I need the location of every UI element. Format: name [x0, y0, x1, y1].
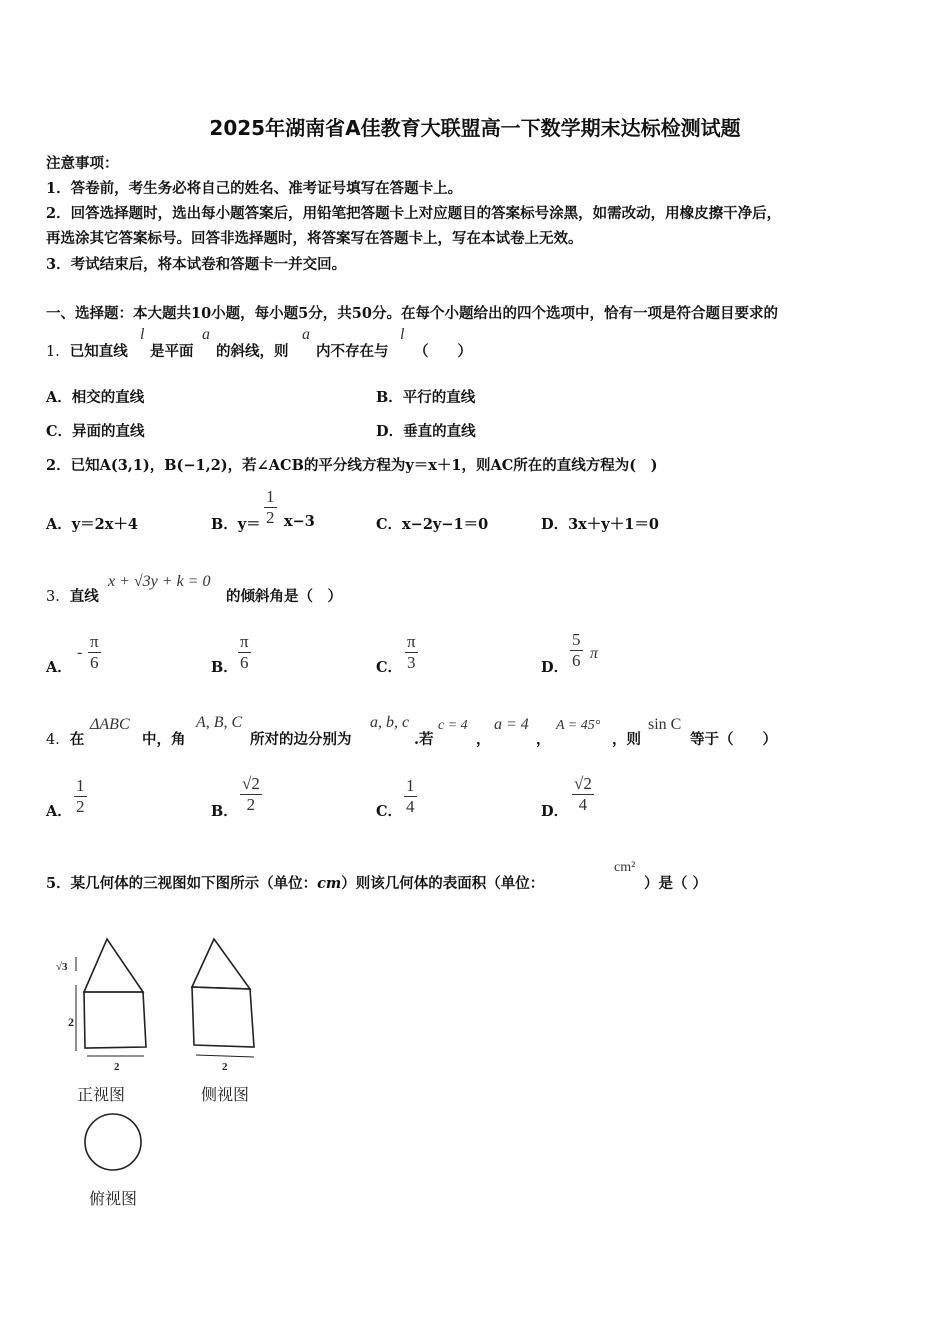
- q1-text-3: 的斜线，则: [216, 343, 289, 360]
- notes-heading: 注意事项：: [46, 155, 119, 172]
- q3-text-1: 直线: [69, 588, 99, 605]
- q4-option-c-fraction: [404, 776, 417, 817]
- notes-item-2: 2．回答选择题时，选出每小题答案后，用铅笔把答题卡上对应题目的答案标号涂黑，如需改动，用橡皮擦干净后，: [46, 205, 782, 222]
- q4-text-6: 等于（ ）: [690, 731, 777, 748]
- q3-a-num: π: [90, 632, 99, 651]
- q2-option-b-pre: B．y＝: [211, 516, 261, 533]
- q4-option-a-label: A．: [46, 803, 72, 820]
- q4-a-num: 1: [76, 776, 85, 795]
- q4-d-den: 4: [572, 794, 594, 815]
- q2-option-a: A．y＝2x＋4: [46, 516, 138, 533]
- q3-option-c-fraction: [405, 632, 418, 673]
- q4-triangle: ΔABC: [90, 716, 130, 733]
- q3-d-num: 5: [572, 630, 581, 649]
- q2-b-denominator: 2: [266, 508, 275, 527]
- top-view-circle: [85, 1114, 141, 1170]
- top-view-label: 俯视图: [89, 1189, 138, 1208]
- front-view-label: 正视图: [77, 1085, 126, 1104]
- three-view-figure: [40, 925, 280, 1215]
- q4-text-5: ，则: [612, 731, 641, 748]
- front-view-square: [84, 992, 146, 1048]
- q1-line-l-2: l: [400, 326, 405, 343]
- q4-sinc: sin C: [648, 716, 682, 733]
- q4-c-den: 4: [406, 797, 415, 816]
- front-view: [76, 939, 146, 1056]
- q3-option-a-fraction: [88, 632, 101, 673]
- q4-text-1: 在: [69, 731, 85, 748]
- q4-b-den: 2: [240, 794, 262, 815]
- q4-b-num: √2: [242, 774, 260, 793]
- side-view-triangle: [192, 939, 250, 989]
- q4-text-2: 中，角: [142, 731, 186, 748]
- question-5-stem: [46, 872, 544, 893]
- q2-option-b-post: x−3: [284, 513, 315, 530]
- q3-option-c-label: C．: [376, 659, 403, 676]
- q4-option-a-fraction: [74, 776, 87, 817]
- q1-option-d: D．垂直的直线: [376, 423, 476, 440]
- q4-number: 4．: [46, 732, 70, 748]
- q4-a-equals: a = 4: [494, 716, 529, 733]
- q4-option-c-label: C．: [376, 803, 403, 820]
- q4-comma-2: ，: [536, 731, 551, 748]
- q2-b-numerator: 1: [266, 487, 275, 506]
- q5-unit-cm2: cm²: [614, 860, 636, 875]
- q4-a-den: 2: [76, 797, 85, 816]
- q1-text-4: 内不存在与: [316, 343, 389, 360]
- q3-c-num: π: [407, 632, 416, 651]
- q3-equation: x + √3y + k = 0: [108, 573, 211, 590]
- q4-option-b-label: B．: [211, 803, 238, 820]
- section-heading: 一、选择题：本大题共10小题，每小题5分，共50分。在每个小题给出的四个选项中，恰有一项是符合题目要求的: [46, 305, 778, 322]
- q3-option-b-fraction: [238, 632, 251, 673]
- q3-option-d-fraction: [570, 630, 583, 671]
- front-view-triangle: [84, 939, 143, 992]
- q2-option-d: D．3x＋y＋1＝0: [541, 516, 659, 533]
- q5-text-1: 5．某几何体的三视图如下图所示（单位：: [46, 875, 318, 892]
- q1-line-l: l: [140, 326, 145, 343]
- q4-c-equals: c = 4: [438, 718, 468, 733]
- q4-sides: a, b, c: [370, 714, 410, 731]
- q4-option-b-fraction: [240, 774, 262, 815]
- q3-number: 3．: [46, 589, 70, 605]
- q4-option-d-label: D．: [541, 803, 569, 820]
- q4-text-3: 所对的边分别为: [250, 731, 352, 748]
- q1-option-c: C．异面的直线: [46, 423, 145, 440]
- q1-option-a: A．相交的直线: [46, 389, 145, 406]
- side-width-label: 2: [222, 1061, 228, 1073]
- q3-option-a-sign: -: [77, 644, 83, 661]
- q1-text-2: 是平面: [150, 343, 194, 360]
- q1-plane-a-2: a: [302, 326, 310, 343]
- front-sqrt3-label: √3: [56, 961, 68, 973]
- side-width-dimension: [196, 1055, 254, 1057]
- q4-angle-equals: A = 45°: [556, 718, 601, 733]
- side-view-label: 侧视图: [201, 1085, 250, 1104]
- question-4-stem: [46, 728, 84, 749]
- notes-item-1: 1．答卷前，考生务必将自己的姓名、准考证号填写在答题卡上。: [46, 180, 463, 197]
- q3-option-d-label: D．: [541, 659, 569, 676]
- q4-d-num: √2: [574, 774, 592, 793]
- side-view: [192, 939, 254, 1057]
- q1-text-1: 已知直线: [69, 343, 128, 360]
- q3-option-d-pi: π: [590, 645, 599, 662]
- q3-text-2: 的倾斜角是（ ）: [226, 588, 342, 605]
- q3-b-den: 6: [238, 652, 251, 673]
- q1-option-b: B．平行的直线: [376, 389, 476, 406]
- notes-item-2-cont: 再选涂其它答案标号。回答非选择题时，将答案写在答题卡上，写在本试卷上无效。: [46, 230, 583, 247]
- question-2-stem: 2．已知A(3,1)，B(−1,2)，若∠ACB的平分线方程为y＝x＋1，则AC所在的直线方程为( ): [46, 457, 658, 474]
- q5-text-3: ）是（ ）: [644, 875, 708, 892]
- q4-option-d-fraction: [572, 774, 594, 815]
- q3-c-den: 3: [405, 652, 418, 673]
- front-width-label: 2: [114, 1061, 120, 1073]
- question-1-stem: [46, 340, 128, 361]
- q3-option-a-label: A．: [46, 659, 72, 676]
- q4-c-num: 1: [406, 776, 415, 795]
- q4-text-4: .若: [414, 731, 434, 748]
- side-view-square: [192, 987, 254, 1047]
- q2-option-c: C．x−2y−1＝0: [376, 516, 489, 533]
- q2-option-b-fraction: [264, 487, 277, 528]
- q3-d-den: 6: [572, 651, 581, 670]
- q3-a-den: 6: [88, 652, 101, 673]
- q1-number: 1．: [46, 344, 70, 360]
- q4-angles: A, B, C: [196, 714, 243, 731]
- q4-comma-1: ，: [476, 731, 491, 748]
- q3-option-b-label: B．: [211, 659, 238, 676]
- front-height-label: 2: [68, 1015, 74, 1029]
- page-title: 2025年湖南省A佳教育大联盟高一下数学期末达标检测试题: [209, 116, 741, 140]
- q3-b-num: π: [240, 632, 249, 651]
- notes-item-3: 3．考试结束后，将本试卷和答题卡一并交回。: [46, 256, 347, 273]
- q5-text-2: ）则该几何体的表面积（单位：: [341, 875, 545, 892]
- q1-text-5: （ ）: [414, 343, 472, 360]
- q5-unit-cm: cm: [317, 875, 342, 892]
- q1-plane-a: a: [202, 326, 210, 343]
- question-3-stem: [46, 585, 99, 606]
